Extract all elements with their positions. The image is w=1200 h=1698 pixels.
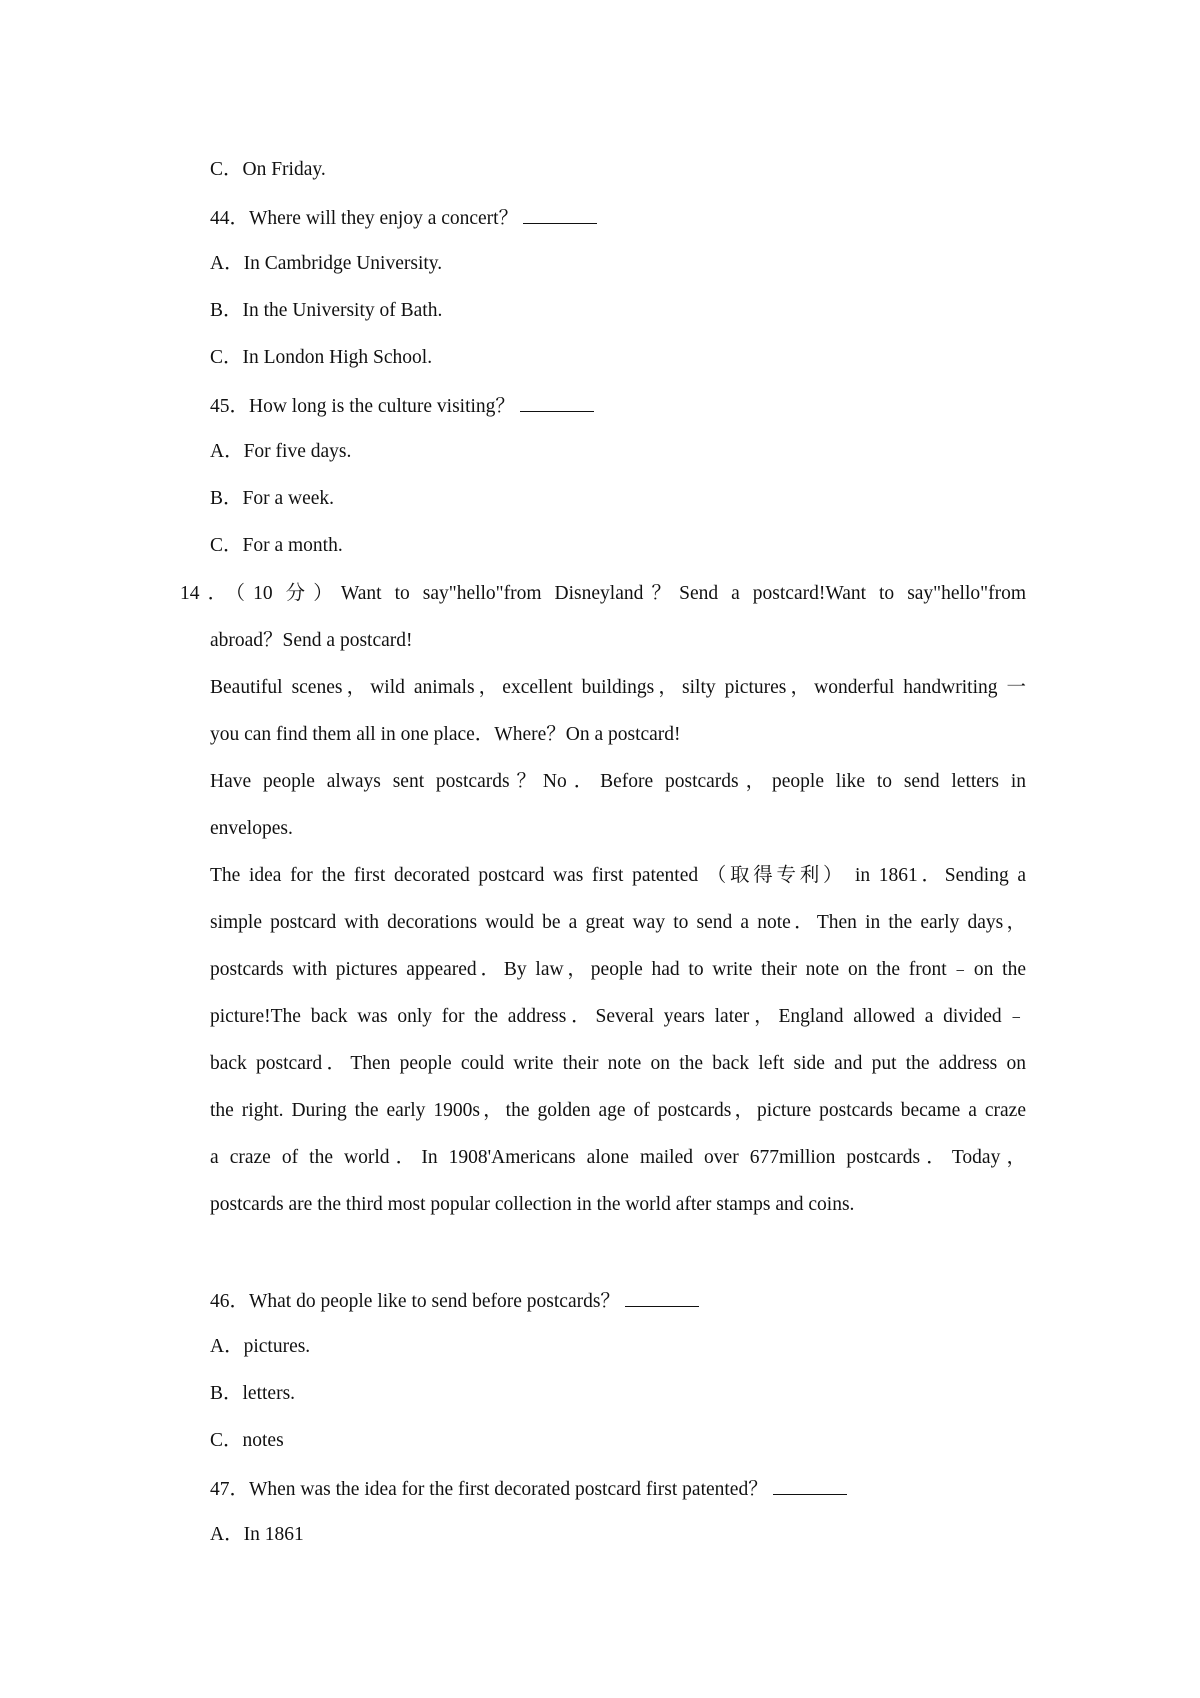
question-47-text: 47．When was the idea for the first decorated postcard first patented？ [210,1479,768,1500]
question-47 [210,1476,1026,1502]
answer-blank-44[interactable] [523,205,597,224]
option-b-q46: B．letters. [210,1383,296,1404]
option-a-q44: A．In Cambridge University. [210,253,443,274]
option-a-q46: A．pictures. [210,1336,311,1357]
answer-blank-45[interactable] [520,393,594,412]
passage-line: abroad？Send a postcard! [210,630,413,651]
option-c-q46: C．notes [210,1430,284,1451]
passage-line: envelopes. [210,818,293,839]
passage-line: The idea for the first decorated postcard was first patented （取得专利） in 1861．Sending a [210,865,1026,886]
question-46-text: 46．What do people like to send before postcards？ [210,1291,620,1312]
question-44-text: 44．Where will they enjoy a concert？ [210,208,519,229]
passage-line: picture!The back was only for the address．Several years later，England allowed a divided﹣ [210,1006,1026,1027]
option-b-q45: B．For a week. [210,488,335,509]
passage-line: postcards with pictures appeared．By law，people had to write their note on the front﹣on the [210,959,1026,980]
passage-line: back postcard．Then people could write their note on the back left side and put the address on [210,1053,1026,1074]
answer-blank-47[interactable] [773,1476,847,1495]
option-b-q44: B．In the University of Bath. [210,300,443,321]
question-45 [210,393,1026,419]
option-c-q43: C．On Friday. [210,159,326,180]
question-45-text: 45．How long is the culture visiting？ [210,396,515,417]
question-46 [210,1288,1026,1314]
option-a-q47: A．In 1861 [210,1524,304,1545]
passage-header: 14．（10 分）Want to say"hello"from Disneyland？Send a postcard!Want to say"hello"from [180,583,1026,604]
passage-line: Beautiful scenes，wild animals，excellent buildings，silty pictures，wonderful handwriting 一 [210,677,1026,698]
passage-line: postcards are the third most popular collection in the world after stamps and coins. [210,1194,855,1215]
option-a-q45: A．For five days. [210,441,352,462]
passage-line: Have people always sent postcards？No．Before postcards，people like to send letters in [210,771,1026,792]
passage-line: you can find them all in one place．Where？On a postcard! [210,724,681,745]
passage-line: the right. During the early 1900s，the golden age of postcards，picture postcards became a craze [210,1100,1026,1121]
passage-line: a craze of the world．In 1908'Americans alone mailed over 677million postcards．Today， [210,1147,1026,1168]
passage-line: simple postcard with decorations would be a great way to send a note．Then in the early days， [210,912,1026,933]
question-44 [210,205,1026,231]
answer-blank-46[interactable] [625,1288,699,1307]
option-c-q44: C．In London High School. [210,347,433,368]
option-c-q45: C．For a month. [210,535,343,556]
